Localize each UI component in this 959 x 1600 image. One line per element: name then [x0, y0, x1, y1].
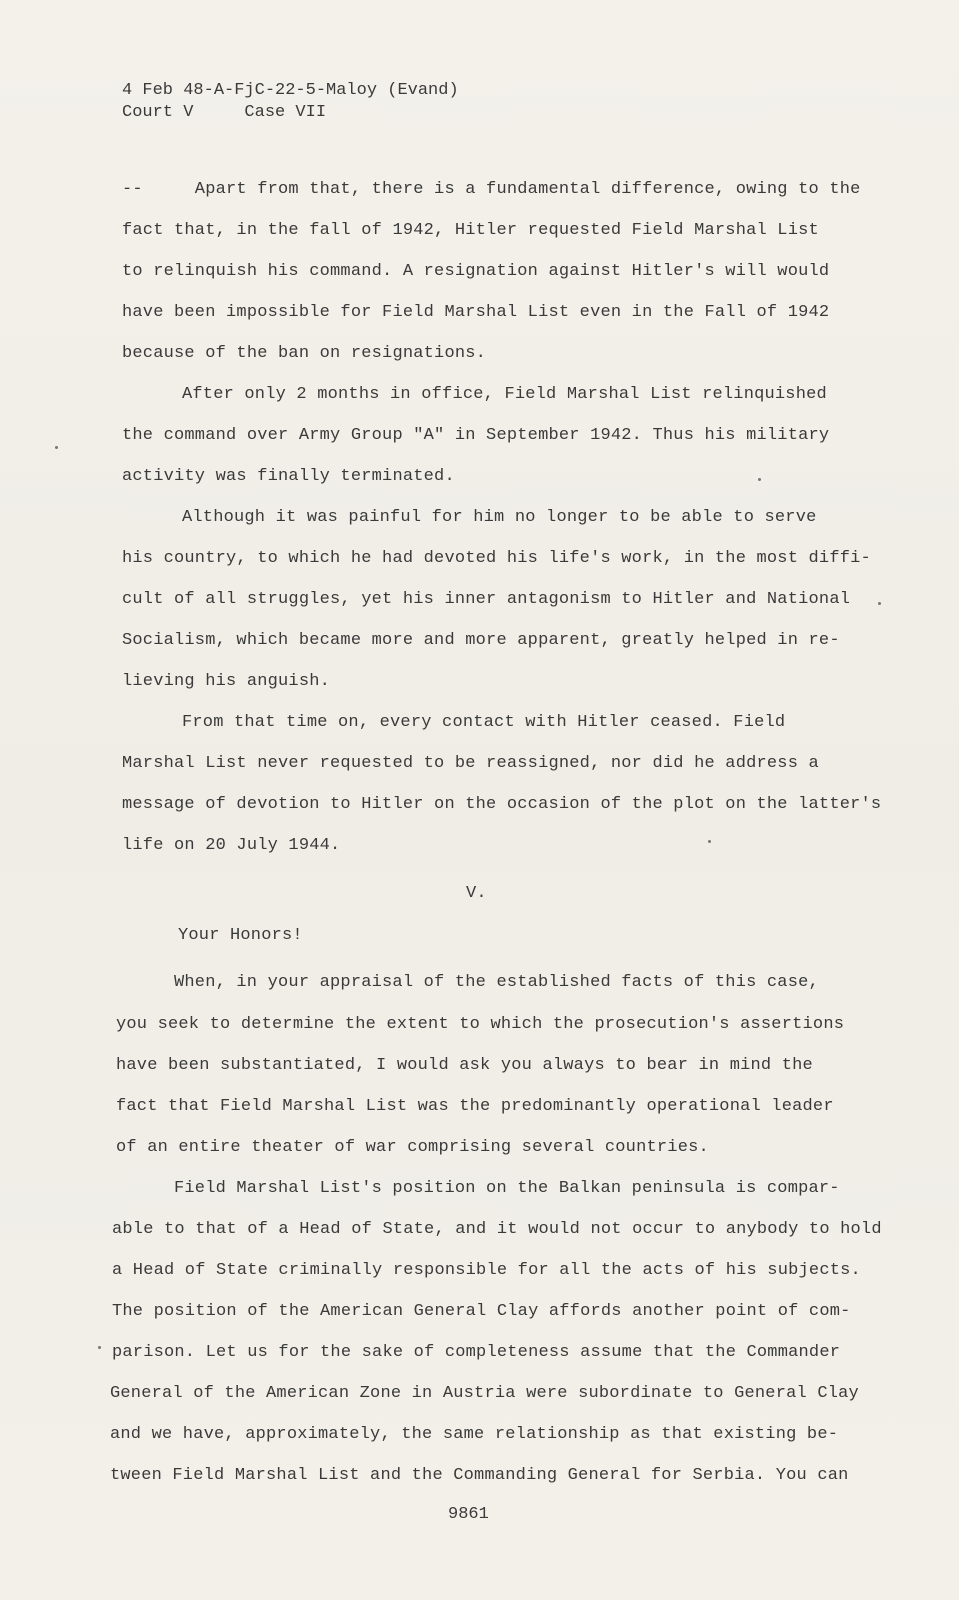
text-line: activity was finally terminated.: [122, 467, 455, 486]
text-line: have been impossible for Field Marshal List even in the Fall of 1942: [122, 303, 830, 322]
text-line: to relinquish his command. A resignation against Hitler's will would: [122, 262, 830, 281]
text-line: of an entire theater of war comprising several countries.: [116, 1138, 709, 1157]
header-line-2: Court V Case VII: [122, 103, 327, 122]
document-header: [122, 80, 459, 124]
text-line: Socialism, which became more and more apparent, greatly helped in re-: [122, 631, 840, 650]
text-line: and we have, approximately, the same relationship as that existing be-: [110, 1425, 839, 1444]
text-line: Field Marshal List's position on the Balkan peninsula is compar-: [174, 1179, 840, 1198]
text-line: lieving his anguish.: [122, 672, 331, 691]
text-line: you seek to determine the extent to which the prosecution's assertions: [116, 1015, 845, 1034]
text-line: life on 20 July 1944.: [122, 836, 341, 855]
text-line: When, in your appraisal of the established facts of this case,: [174, 973, 819, 992]
text-line: Marshal List never requested to be reassigned, nor did he address a: [122, 754, 819, 773]
text-line: fact that Field Marshal List was the predominantly operational leader: [116, 1097, 834, 1116]
text-line: a Head of State criminally responsible for all the acts of his subjects.: [112, 1261, 861, 1280]
text-line: have been substantiated, I would ask you always to bear in mind the: [116, 1056, 813, 1075]
text-line: cult of all struggles, yet his inner antagonism to Hitler and National: [122, 590, 851, 609]
text-line: message of devotion to Hitler on the occasion of the plot on the latter's: [122, 795, 882, 814]
paper-speck: [878, 602, 881, 605]
text-line: parison. Let us for the sake of completeness assume that the Commander: [112, 1343, 841, 1362]
text-line: From that time on, every contact with Hitler ceased. Field: [182, 713, 786, 732]
text-line: After only 2 months in office, Field Marshal List relinquished: [182, 385, 827, 404]
text-line: able to that of a Head of State, and it would not occur to anybody to hold: [112, 1220, 882, 1239]
paper-speck: [98, 1346, 101, 1349]
text-line: fact that, in the fall of 1942, Hitler requested Field Marshal List: [122, 221, 819, 240]
paper-speck: [55, 446, 58, 449]
salutation: Your Honors!: [178, 926, 303, 945]
text-line: Although it was painful for him no longer to be able to serve: [182, 508, 817, 527]
section-heading: V.: [466, 884, 487, 903]
paper-speck: [758, 478, 761, 481]
header-line-1: 4 Feb 48-A-FjC-22-5-Maloy (Evand): [122, 81, 459, 100]
page-number: 9861: [448, 1505, 489, 1524]
text-line: General of the American Zone in Austria were subordinate to General Clay: [110, 1384, 859, 1403]
text-line: the command over Army Group "A" in September 1942. Thus his military: [122, 426, 830, 445]
text-line: The position of the American General Clay affords another point of com-: [112, 1302, 851, 1321]
text-line: because of the ban on resignations.: [122, 344, 487, 363]
text-line: -- Apart from that, there is a fundamental difference, owing to the: [122, 180, 861, 199]
text-line: tween Field Marshal List and the Commanding General for Serbia. You can: [110, 1466, 849, 1485]
paper-speck: [708, 840, 711, 843]
text-line: his country, to which he had devoted his life's work, in the most diffi-: [122, 549, 871, 568]
